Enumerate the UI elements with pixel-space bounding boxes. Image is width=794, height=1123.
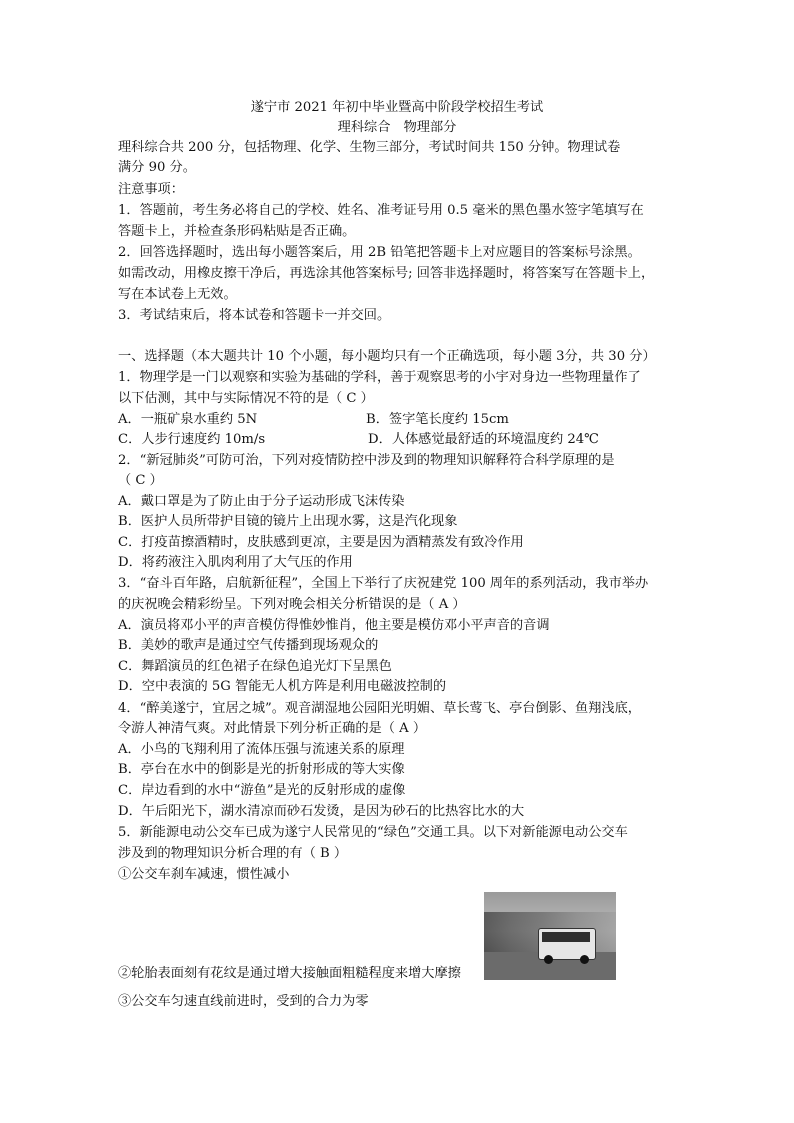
question-3-option: C．舞蹈演员的红色裙子在绿色追光灯下呈黑色 bbox=[118, 659, 392, 674]
question-1-stem: 1．物理学是一门以观察和实验为基础的学科，善于观察思考的小宇对身边一些物理量作了 bbox=[118, 370, 641, 385]
question-4-option: C．岸边看到的水中“游鱼”是光的反射形成的虚像 bbox=[118, 783, 406, 798]
question-1-option-b: B．签字笔长度约 15cm bbox=[366, 412, 509, 427]
bus-wheel bbox=[580, 955, 589, 964]
question-5-stem: 5．新能源电动公交车已成为遂宁人民常见的“绿色”交通工具。以下对新能源电动公交车 bbox=[118, 825, 628, 840]
question-3-stem: 3．“奋斗百年路，启航新征程”，全国上下举行了庆祝建党 100 周年的系列活动，我市举办 bbox=[118, 576, 649, 591]
question-4-option: B．亭台在水中的倒影是光的折射形成的等大实像 bbox=[118, 762, 405, 777]
intro-line: 理科综合共 200 分，包括物理、化学、生物三部分，考试时间共 150 分钟。物理试卷 bbox=[118, 140, 621, 155]
question-4-stem: 令游人神清气爽。对此情景下列分析正确的是（ A ） bbox=[118, 721, 427, 736]
intro-line: 满分 90 分。 bbox=[118, 160, 196, 175]
notes-line: 如需改动，用橡皮擦干净后，再选涂其他答案标号; 回答非选择题时，将答案写在答题卡上， bbox=[118, 266, 655, 281]
question-2-option: A．戴口罩是为了防止由于分子运动形成飞沫传染 bbox=[118, 494, 405, 509]
question-1-option-d: D．人体感觉最舒适的环境温度约 24℃ bbox=[368, 432, 599, 447]
exam-title: 遂宁市 2021 年初中毕业暨高中阶段学校招生考试 bbox=[250, 100, 544, 115]
question-4-option: A．小鸟的飞翔利用了流体压强与流速关系的原理 bbox=[118, 742, 405, 757]
question-2-option: D．将药液注入肌肉利用了大气压的作用 bbox=[118, 555, 353, 570]
question-5-item: ①公交车刹车减速，惯性减小 bbox=[118, 867, 290, 882]
question-2-option: B．医护人员所带护目镜的镜片上出现水雾，这是汽化现象 bbox=[118, 514, 458, 529]
notes-line: 写在本试卷上无效。 bbox=[118, 287, 237, 302]
bus-photo bbox=[484, 892, 616, 980]
notes-heading: 注意事项： bbox=[118, 182, 184, 197]
question-5-item: ②轮胎表面刻有花纹是通过增大接触面粗糙程度来增大摩擦 bbox=[118, 966, 461, 981]
section-heading: 一、选择题（本大题共计 10 个小题，每小题均只有一个正确选项，每小题 3分，共 30 分） bbox=[118, 349, 656, 364]
question-4-stem: 4．“醉美遂宁，宜居之城”。观音湖湿地公园阳光明媚、草长莺飞、亭台倒影、鱼翔浅底， bbox=[118, 701, 641, 716]
notes-line: 答题卡上，并检查条形码粘贴是否正确。 bbox=[118, 224, 356, 239]
question-3-option: D．空中表演的 5G 智能无人机方阵是利用电磁波控制的 bbox=[118, 679, 447, 694]
bus-window bbox=[542, 932, 590, 942]
question-3-option: B．美妙的歌声是通过空气传播到现场观众的 bbox=[118, 638, 379, 653]
notes-line: 2．回答选择题时，选出每小题答案后，用 2B 铅笔把答题卡上对应题目的答案标号涂黑。 bbox=[118, 245, 641, 260]
notes-line: 3．考试结束后，将本试卷和答题卡一并交回。 bbox=[118, 308, 391, 323]
question-5-stem: 涉及到的物理知识分析合理的有（ B ） bbox=[118, 846, 348, 861]
exam-subtitle: 理科综合 物理部分 bbox=[337, 120, 457, 135]
question-3-option: A．演员将邓小平的声音模仿得惟妙惟肖，他主要是模仿邓小平声音的音调 bbox=[118, 618, 550, 633]
question-5-item: ③公交车匀速直线前进时，受到的合力为零 bbox=[118, 994, 369, 1009]
notes-line: 1．答题前，考生务必将自己的学校、姓名、准考证号用 0.5 毫米的黑色墨水签字笔填写在 bbox=[118, 203, 644, 218]
question-1-option-a: A．一瓶矿泉水重约 5N bbox=[118, 412, 258, 427]
bus-wheel bbox=[544, 955, 553, 964]
question-2-option: C．打疫苗擦酒精时，皮肤感到更凉，主要是因为酒精蒸发有致冷作用 bbox=[118, 535, 524, 550]
question-4-option: D．午后阳光下，湖水清凉而砂石发烫，是因为砂石的比热容比水的大 bbox=[118, 804, 525, 819]
question-2-stem: （ C ） bbox=[118, 473, 163, 488]
question-1-option-c: C．人步行速度约 10m/s bbox=[118, 432, 266, 447]
question-3-stem: 的庆祝晚会精彩纷呈。下列对晚会相关分析错误的是（ A ） bbox=[118, 597, 466, 612]
question-1-stem: 以下估测，其中与实际情况不符的是（ C ） bbox=[118, 391, 374, 406]
question-2-stem: 2．“新冠肺炎”可防可治，下列对疫情防控中涉及到的物理知识解释符合科学原理的是 bbox=[118, 453, 615, 468]
